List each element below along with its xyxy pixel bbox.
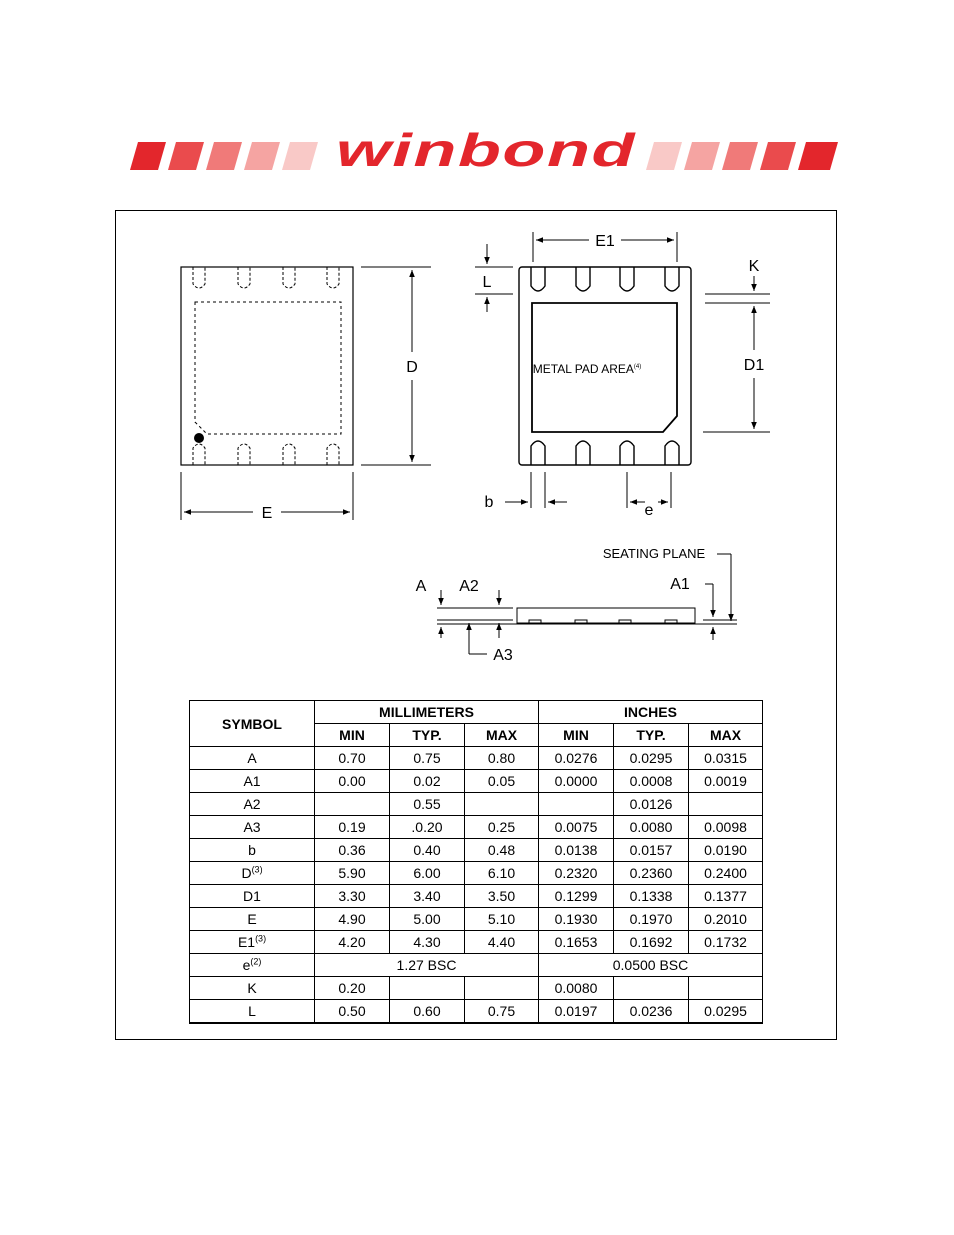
top-view	[181, 267, 353, 465]
mm-value-cell: 0.25	[465, 816, 539, 839]
inch-value-cell: 0.0197	[539, 1000, 614, 1024]
mm-value-cell: 0.19	[315, 816, 390, 839]
logo-stripe	[244, 142, 280, 170]
symbol-cell	[190, 816, 315, 839]
side-view-body	[517, 608, 695, 623]
table-row	[190, 954, 763, 977]
inch-value-cell	[614, 977, 689, 1000]
inch-value-cell: 0.1653	[539, 931, 614, 954]
dim-L	[475, 244, 513, 312]
mm-value-cell	[465, 977, 539, 1000]
symbol-cell	[190, 747, 315, 770]
inch-value-cell	[689, 793, 763, 816]
inch-value-cell: 0.0075	[539, 816, 614, 839]
dim-D	[361, 267, 431, 465]
mm-value-cell: 0.00	[315, 770, 390, 793]
inch-value-cell: 0.0080	[539, 977, 614, 1000]
mm-value-cell: 4.40	[465, 931, 539, 954]
sub-header: MAX	[465, 724, 539, 747]
inch-value-cell: 0.0157	[614, 839, 689, 862]
table-row	[190, 1000, 763, 1024]
symbol-note: (3)	[255, 933, 267, 944]
symbol-text: E1	[237, 934, 256, 950]
side-view-lead	[665, 620, 677, 623]
side-view-lead	[619, 620, 631, 623]
bottom-view-leads-bottom	[531, 441, 679, 465]
sub-header: TYP.	[390, 724, 465, 747]
table-row	[190, 793, 763, 816]
label-D: D	[406, 359, 418, 376]
symbol-text: D1	[243, 888, 261, 904]
mm-value-cell: 3.30	[315, 885, 390, 908]
winbond-logo	[124, 128, 844, 174]
inch-value-cell: 0.1692	[614, 931, 689, 954]
mm-merged-cell: 1.27 BSC	[315, 954, 539, 977]
dim-b	[505, 472, 567, 508]
metal-pad-label	[533, 362, 641, 376]
inch-value-cell: 0.1732	[689, 931, 763, 954]
mm-value-cell	[315, 793, 390, 816]
symbol-cell	[190, 770, 315, 793]
table-row	[190, 885, 763, 908]
table-row	[190, 839, 763, 862]
label-L: L	[482, 274, 492, 291]
inch-value-cell: 0.2400	[689, 862, 763, 885]
sub-header: MAX	[689, 724, 763, 747]
label-K: K	[748, 258, 760, 275]
mm-value-cell: 0.48	[465, 839, 539, 862]
col-symbol-header: SYMBOL	[190, 701, 315, 747]
side-view-lead	[529, 620, 541, 623]
symbol-text: D	[241, 865, 252, 881]
package-outline-drawing	[115, 210, 837, 690]
logo-stripe	[722, 142, 758, 170]
table-body	[190, 747, 763, 1024]
mm-value-cell: 3.40	[390, 885, 465, 908]
mm-value-cell: 0.40	[390, 839, 465, 862]
symbol-note: (3)	[251, 864, 263, 875]
metal-pad-note: (4)	[633, 364, 642, 370]
logo-stripe	[684, 142, 720, 170]
sub-header: MIN	[539, 724, 614, 747]
symbol-cell	[190, 885, 315, 908]
mm-value-cell: 0.80	[465, 747, 539, 770]
table-row	[190, 770, 763, 793]
label-E: E	[261, 505, 273, 522]
bottom-view-leads-top	[531, 267, 679, 291]
dim-A-group	[437, 590, 513, 654]
side-view-lead	[575, 620, 587, 623]
inch-value-cell: 0.0315	[689, 747, 763, 770]
inch-value-cell: 0.1338	[614, 885, 689, 908]
col-in-header: INCHES	[539, 701, 763, 724]
label-A2: A2	[459, 578, 479, 595]
mm-value-cell: 4.90	[315, 908, 390, 931]
mm-value-cell: 0.36	[315, 839, 390, 862]
inch-value-cell: 0.1299	[539, 885, 614, 908]
table-header-row	[190, 701, 763, 724]
mm-value-cell: 0.05	[465, 770, 539, 793]
symbol-note: (2)	[250, 956, 262, 967]
dimensions-table	[189, 700, 763, 1024]
mm-value-cell: .0.20	[390, 816, 465, 839]
inch-value-cell: 0.0276	[539, 747, 614, 770]
inch-value-cell: 0.0236	[614, 1000, 689, 1024]
mm-value-cell	[465, 793, 539, 816]
table-row	[190, 862, 763, 885]
inch-value-cell: 0.1377	[689, 885, 763, 908]
table-row	[190, 931, 763, 954]
pin1-marker	[194, 433, 204, 443]
mm-value-cell: 4.30	[390, 931, 465, 954]
symbol-cell	[190, 1000, 315, 1024]
mm-value-cell: 4.20	[315, 931, 390, 954]
mm-value-cell: 6.10	[465, 862, 539, 885]
table-row	[190, 977, 763, 1000]
label-A1: A1	[670, 576, 690, 593]
symbol-text: e	[242, 957, 251, 973]
logo-stripe	[646, 142, 682, 170]
mm-value-cell: 5.00	[390, 908, 465, 931]
label-A3: A3	[493, 647, 513, 664]
inch-value-cell	[539, 793, 614, 816]
inch-value-cell: 0.0008	[614, 770, 689, 793]
top-view-leads-top	[193, 267, 339, 288]
label-A: A	[415, 578, 427, 595]
inch-value-cell: 0.0000	[539, 770, 614, 793]
mm-value-cell: 5.90	[315, 862, 390, 885]
label-E1: E1	[595, 233, 615, 250]
symbol-cell	[190, 908, 315, 931]
top-view-leads-bottom	[193, 444, 339, 465]
inch-value-cell: 0.0080	[614, 816, 689, 839]
inch-value-cell: 0.2360	[614, 862, 689, 885]
mm-value-cell: 0.02	[390, 770, 465, 793]
inch-value-cell	[689, 977, 763, 1000]
symbol-cell	[190, 931, 315, 954]
label-e: e	[644, 502, 654, 519]
inch-value-cell: 0.1970	[614, 908, 689, 931]
seating-plane-leader	[717, 554, 731, 621]
symbol-text: A3	[243, 819, 261, 835]
symbol-text: L	[248, 1003, 256, 1019]
inch-value-cell: 0.0295	[614, 747, 689, 770]
inch-value-cell: 0.2010	[689, 908, 763, 931]
symbol-text: A2	[243, 796, 261, 812]
symbol-cell	[190, 954, 315, 977]
logo-stripe	[760, 142, 796, 170]
symbol-text: A1	[243, 773, 261, 789]
mm-value-cell: 0.20	[315, 977, 390, 1000]
logo-stripe	[282, 142, 318, 170]
side-view	[513, 608, 735, 624]
mm-value-cell	[390, 977, 465, 1000]
metal-pad-text: METAL PAD AREA	[532, 362, 634, 376]
top-view-pad-dashed	[195, 302, 341, 434]
mm-value-cell: 3.50	[465, 885, 539, 908]
dim-K	[705, 276, 770, 303]
label-b: b	[484, 494, 494, 511]
mm-value-cell: 0.50	[315, 1000, 390, 1024]
inch-value-cell: 0.0098	[689, 816, 763, 839]
mm-value-cell: 0.75	[465, 1000, 539, 1024]
brand-wordmark: winbond	[336, 128, 636, 174]
symbol-cell	[190, 977, 315, 1000]
inch-value-cell: 0.1930	[539, 908, 614, 931]
symbol-text: E	[247, 911, 257, 927]
inch-merged-cell: 0.0500 BSC	[539, 954, 763, 977]
mm-value-cell: 0.55	[390, 793, 465, 816]
symbol-text: b	[248, 842, 256, 858]
inch-value-cell: 0.2320	[539, 862, 614, 885]
label-D1: D1	[743, 357, 765, 374]
col-mm-header: MILLIMETERS	[315, 701, 539, 724]
logo-stripe	[206, 142, 242, 170]
symbol-cell	[190, 793, 315, 816]
top-view-body	[181, 267, 353, 465]
table-row	[190, 816, 763, 839]
table-row	[190, 747, 763, 770]
mm-value-cell: 0.70	[315, 747, 390, 770]
sub-header: MIN	[315, 724, 390, 747]
inch-value-cell: 0.0190	[689, 839, 763, 862]
symbol-cell	[190, 839, 315, 862]
symbol-text: A	[247, 750, 257, 766]
sub-header: TYP.	[614, 724, 689, 747]
table-row	[190, 908, 763, 931]
logo-stripe	[130, 142, 166, 170]
mm-value-cell: 5.10	[465, 908, 539, 931]
label-seating-plane: SEATING PLANE	[602, 546, 706, 561]
logo-stripe	[168, 142, 204, 170]
inch-value-cell: 0.0126	[614, 793, 689, 816]
inch-value-cell: 0.0295	[689, 1000, 763, 1024]
logo-right-stripes	[646, 142, 838, 170]
mm-value-cell: 0.60	[390, 1000, 465, 1024]
mm-value-cell: 6.00	[390, 862, 465, 885]
mm-value-cell: 0.75	[390, 747, 465, 770]
symbol-text: K	[247, 980, 257, 996]
inch-value-cell: 0.0138	[539, 839, 614, 862]
logo-stripe	[798, 142, 838, 170]
symbol-cell	[190, 862, 315, 885]
logo-left-stripes	[130, 142, 318, 170]
inch-value-cell: 0.0019	[689, 770, 763, 793]
